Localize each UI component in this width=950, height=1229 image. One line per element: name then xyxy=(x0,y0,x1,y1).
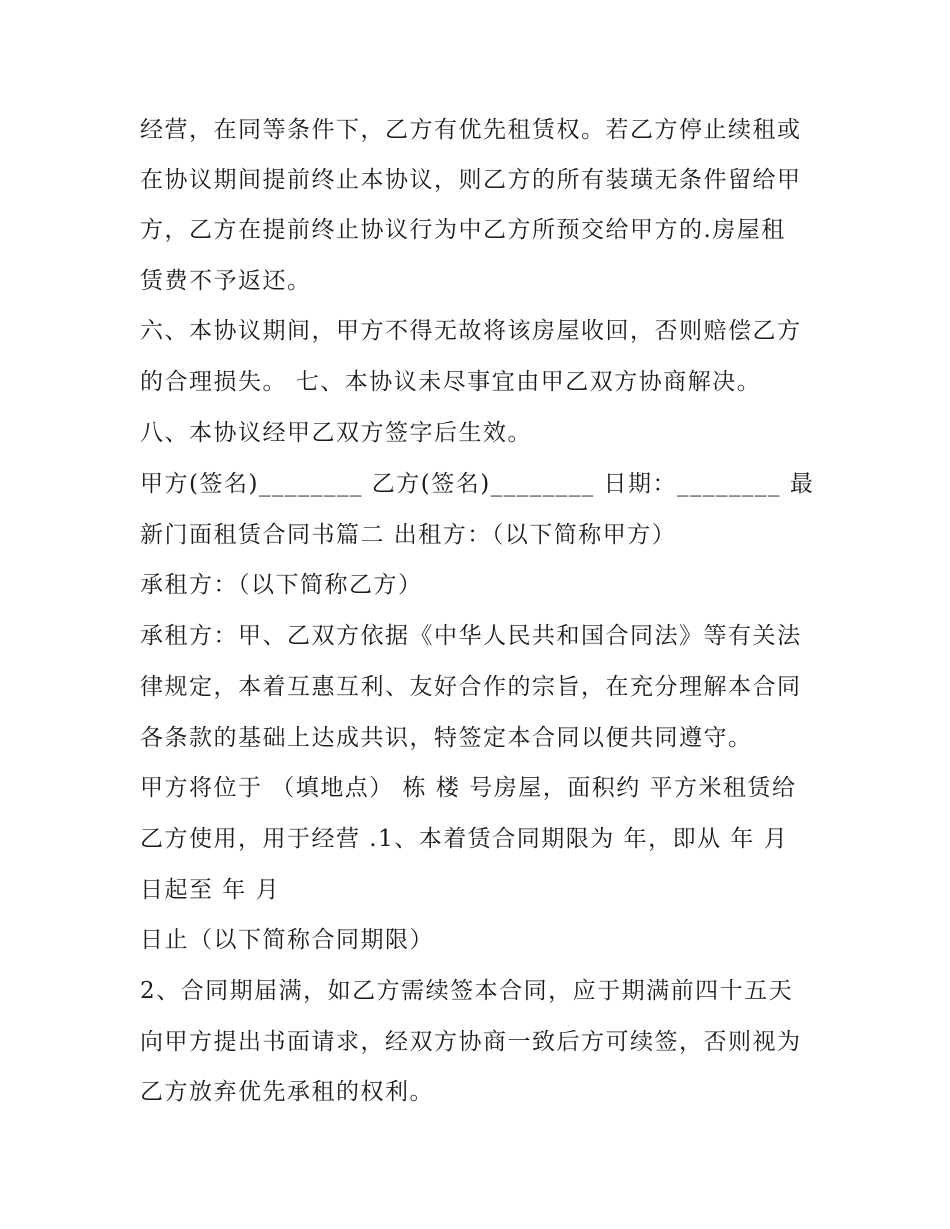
text-line: 甲方将位于 （填地点） 栋 楼 号房屋，面积约 平方米租赁给 xyxy=(140,775,797,801)
text-line: 承租方：甲、乙双方依据《中华人民共和国合同法》等有关法 xyxy=(140,623,802,649)
signature-line: 甲方(签名)________ 乙方(签名)________ 日期：________ 最 xyxy=(140,471,815,497)
text-line: 律规定，本着互惠互利、友好合作的宗旨，在充分理解本合同 xyxy=(140,674,802,700)
text-line: 赁费不予返还。 xyxy=(140,268,312,294)
text-line: 六、本协议期间，甲方不得无故将该房屋收回，否则赔偿乙方 xyxy=(140,318,802,344)
text-line: 各条款的基础上达成共识，特签定本合同以便共同遵守。 xyxy=(140,725,753,751)
text-line: 承租方：（以下简称乙方） xyxy=(140,572,423,598)
text-line: 2、合同期届满，如乙方需续签本合同，应于期满前四十五天 xyxy=(140,978,794,1004)
text-line: 日起至 年 月 xyxy=(140,877,281,903)
text-line: 方，乙方在提前终止协议行为中乙方所预交给甲方的.房屋租 xyxy=(140,217,786,243)
text-line: 八、本协议经甲乙双方签字后生效。 xyxy=(140,420,532,446)
text-line: 在协议期间提前终止本协议，则乙方的所有装璜无条件留给甲 xyxy=(140,167,802,193)
text-line: 的合理损失。 七、本协议未尽事宜由甲乙双方协商解决。 xyxy=(140,369,762,395)
text-line: 经营，在同等条件下，乙方有优先租赁权。若乙方停止续租或 xyxy=(140,117,802,143)
text-line: 乙方放弃优先承租的权利。 xyxy=(140,1079,434,1105)
text-line: 乙方使用，用于经营 .1、本着赁合同期限为 年，即从 年 月 xyxy=(140,826,789,852)
text-line: 新门面租赁合同书篇二 出租方：（以下简称甲方） xyxy=(140,522,677,548)
text-line: 日止（以下简称合同期限） xyxy=(140,927,434,953)
text-line: 向甲方提出书面请求，经双方协商一致后方可续签，否则视为 xyxy=(140,1029,802,1055)
